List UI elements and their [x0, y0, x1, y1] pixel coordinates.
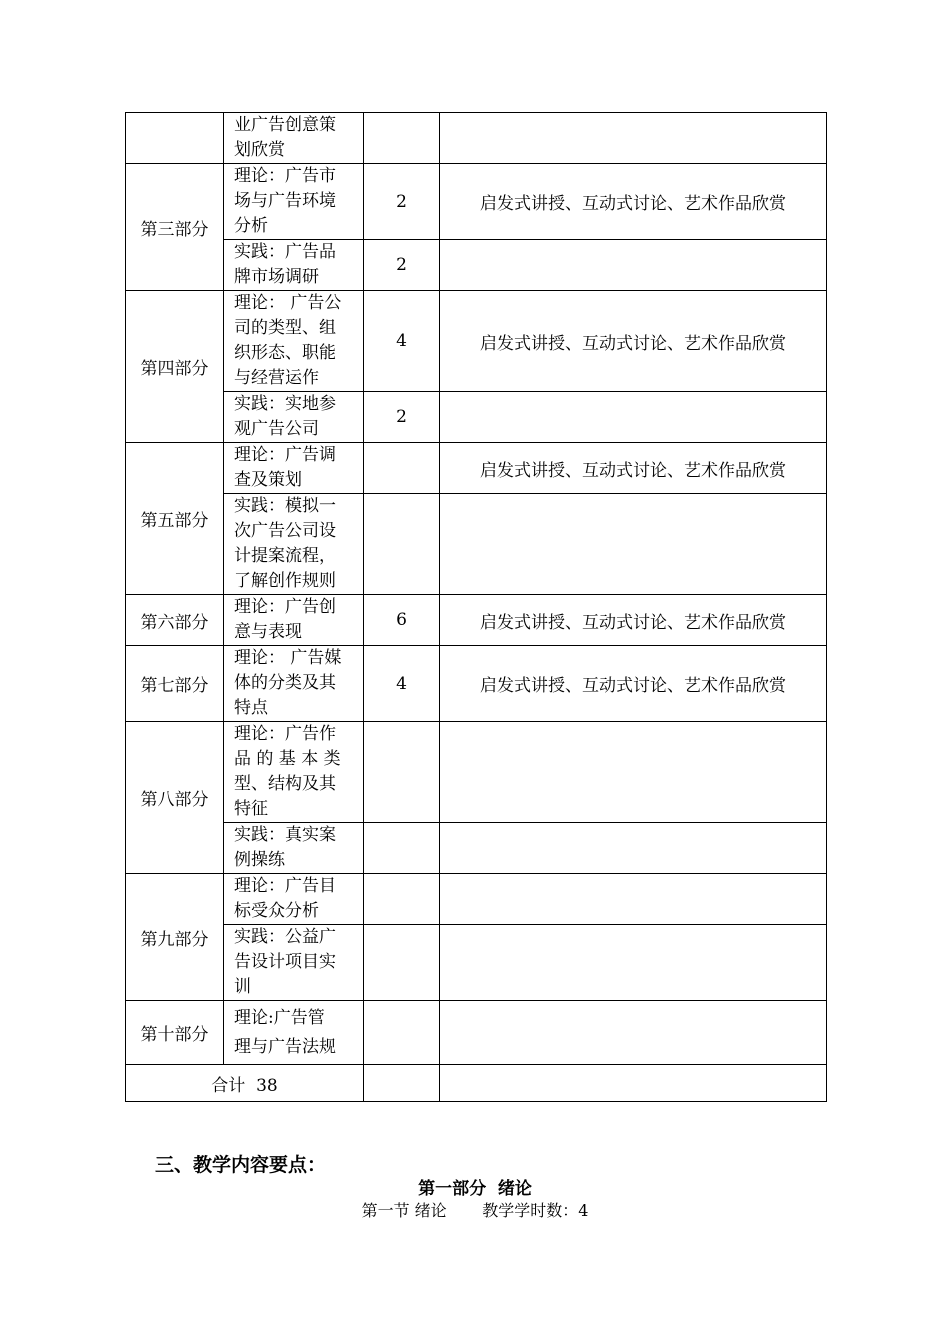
hours-cell	[364, 925, 440, 1001]
content-cell: 理论：广告创 意与表现	[224, 595, 364, 646]
table-row	[126, 823, 827, 874]
table-row	[126, 722, 827, 823]
hours-cell: 6	[364, 595, 440, 646]
table-row	[126, 1001, 827, 1065]
content-cell: 理论： 广告媒 体的分类及其 特点	[224, 646, 364, 722]
table-row	[126, 443, 827, 494]
hours-cell: 4	[364, 646, 440, 722]
method-cell	[440, 240, 827, 291]
hours-cell	[364, 113, 440, 164]
content-cell: 理论:广告管 理与广告法规	[224, 1001, 364, 1065]
method-cell: 启发式讲授、互动式讨论、艺术作品欣赏	[440, 291, 827, 392]
method-cell	[440, 1065, 827, 1102]
method-cell	[440, 392, 827, 443]
part-cell: 第十部分	[126, 1001, 224, 1065]
course-schedule-table	[125, 112, 827, 1102]
part-cell: 第六部分	[126, 595, 224, 646]
table-row-total	[126, 1065, 827, 1102]
hours-cell	[364, 823, 440, 874]
table-row	[126, 240, 827, 291]
part-cell: 第四部分	[126, 291, 224, 443]
method-cell	[440, 113, 827, 164]
hours-cell: 4	[364, 291, 440, 392]
part-title: 第一部分 绪论	[418, 1179, 532, 1199]
method-cell	[440, 722, 827, 823]
content-cell: 实践：真实案 例操练	[224, 823, 364, 874]
part-cell: 第九部分	[126, 874, 224, 1001]
hours-cell	[364, 874, 440, 925]
part-cell: 第八部分	[126, 722, 224, 874]
content-cell: 理论：广告作 品 的 基 本 类 型、结构及其 特征	[224, 722, 364, 823]
table-row	[126, 392, 827, 443]
method-cell: 启发式讲授、互动式讨论、艺术作品欣赏	[440, 595, 827, 646]
part-cell: 第七部分	[126, 646, 224, 722]
section-heading: 三、教学内容要点：	[155, 1154, 327, 1176]
content-cell: 实践：广告品 牌市场调研	[224, 240, 364, 291]
hours-cell	[364, 1001, 440, 1065]
total-cell: 合计 38	[126, 1065, 364, 1102]
section-line: 第一节 绪论 教学学时数：4	[361, 1201, 589, 1220]
hours-cell: 2	[364, 392, 440, 443]
hours-cell	[364, 443, 440, 494]
content-cell: 实践：实地参 观广告公司	[224, 392, 364, 443]
content-cell: 理论：广告市 场与广告环境 分析	[224, 164, 364, 240]
hours-cell	[364, 494, 440, 595]
method-cell: 启发式讲授、互动式讨论、艺术作品欣赏	[440, 646, 827, 722]
table-row	[126, 494, 827, 595]
method-cell	[440, 1001, 827, 1065]
table-row	[126, 874, 827, 925]
method-cell	[440, 874, 827, 925]
part-cell: 第五部分	[126, 443, 224, 595]
content-cell: 实践：公益广 告设计项目实 训	[224, 925, 364, 1001]
hours-cell: 2	[364, 240, 440, 291]
method-cell	[440, 925, 827, 1001]
table-row	[126, 164, 827, 240]
content-cell: 业广告创意策 划欣赏	[224, 113, 364, 164]
content-cell: 理论： 广告公 司的类型、组 织形态、职能 与经营运作	[224, 291, 364, 392]
content-cell: 理论：广告目 标受众分析	[224, 874, 364, 925]
table-row	[126, 291, 827, 392]
hours-cell	[364, 722, 440, 823]
content-cell: 实践：模拟一 次广告公司设 计提案流程， 了解创作规则	[224, 494, 364, 595]
method-cell: 启发式讲授、互动式讨论、艺术作品欣赏	[440, 164, 827, 240]
method-cell	[440, 494, 827, 595]
method-cell	[440, 823, 827, 874]
content-cell: 理论：广告调 查及策划	[224, 443, 364, 494]
hours-cell	[364, 1065, 440, 1102]
table-row	[126, 595, 827, 646]
table-row	[126, 646, 827, 722]
table-row	[126, 925, 827, 1001]
table-row	[126, 113, 827, 164]
hours-cell: 2	[364, 164, 440, 240]
method-cell: 启发式讲授、互动式讨论、艺术作品欣赏	[440, 443, 827, 494]
part-cell: 第三部分	[126, 164, 224, 291]
part-cell	[126, 113, 224, 164]
